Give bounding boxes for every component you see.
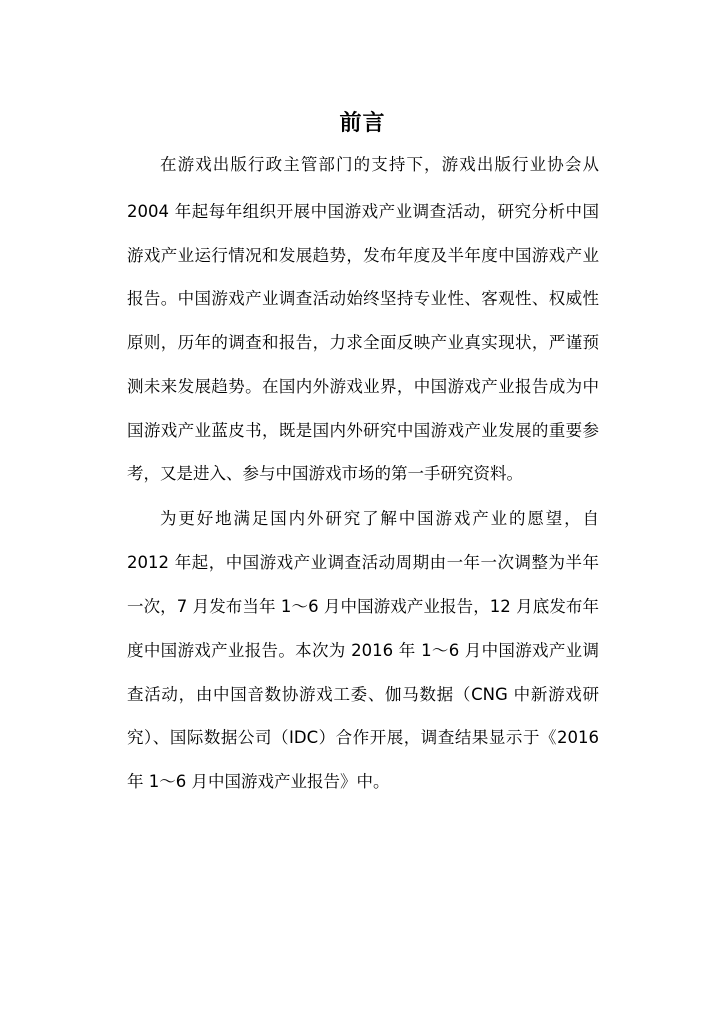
paragraph-1-line-7: 国游戏产业蓝皮书，既是国内外研究中国游戏产业发展的重要参 <box>127 421 599 440</box>
paragraph-2-line-6: 究）、国际数据公司（IDC）合作开展，调查结果显示于《2016 <box>127 728 599 747</box>
paragraph-1-line-4: 报告。中国游戏产业调查活动始终坚持专业性、客观性、权威性 <box>127 289 599 308</box>
paragraph-1-line-2: 2004 年起每年组织开展中国游戏产业调查活动，研究分析中国 <box>127 202 599 221</box>
paragraph-2-line-7: 年 1～6 月中国游戏产业报告》中。 <box>127 772 390 791</box>
paragraph-2-line-1: 为更好地满足国内外研究了解中国游戏产业的愿望，自 <box>160 509 599 528</box>
paragraph-1-line-5: 原则，历年的调查和报告，力求全面反映产业真实现状，严谨预 <box>127 333 599 352</box>
paragraph-1-line-1: 在游戏出版行政主管部门的支持下，游戏出版行业协会从 <box>160 155 599 174</box>
paragraph-1-line-6: 测未来发展趋势。在国内外游戏业界，中国游戏产业报告成为中 <box>127 377 599 396</box>
paragraph-1-line-8: 考，又是进入、参与中国游戏市场的第一手研究资料。 <box>127 464 523 483</box>
paragraph-1-line-3: 游戏产业运行情况和发展趋势，发布年度及半年度中国游戏产业 <box>127 246 599 265</box>
paragraph-2-line-2: 2012 年起，中国游戏产业调查活动周期由一年一次调整为半年 <box>127 553 599 572</box>
paragraph-2-line-5: 查活动，由中国音数协游戏工委、伽马数据（CNG 中新游戏研 <box>127 685 599 704</box>
page-title: 前言 <box>339 111 386 136</box>
paragraph-2-line-4: 度中国游戏产业报告。本次为 2016 年 1～6 月中国游戏产业调 <box>127 641 599 660</box>
paragraph-2-line-3: 一次，7 月发布当年 1～6 月中国游戏产业报告，12 月底发布年 <box>127 597 599 616</box>
